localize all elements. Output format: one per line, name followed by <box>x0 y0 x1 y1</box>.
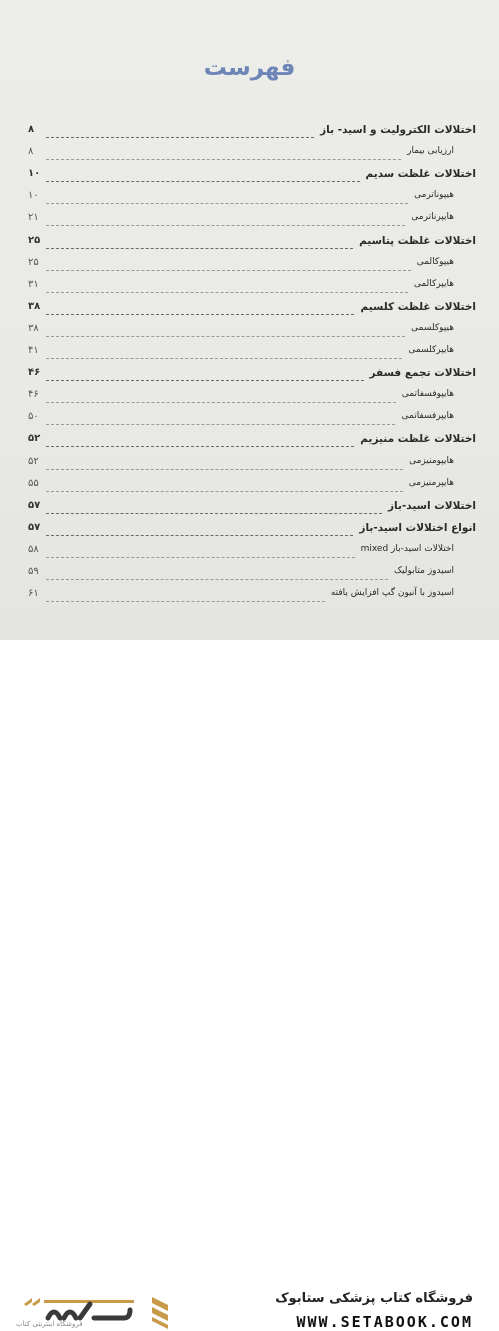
toc-section-row[interactable] <box>28 456 476 474</box>
toc-page-number: ۸ <box>28 124 35 135</box>
toc-page-number: ۴۶ <box>28 389 39 401</box>
toc-page-number: ۵۰ <box>28 411 39 423</box>
toc-page-number: ۵۷ <box>28 499 41 511</box>
toc-section-row[interactable] <box>28 212 476 230</box>
toc-chapter-row[interactable] <box>28 367 476 385</box>
toc-section-row[interactable] <box>28 345 476 363</box>
store-name: فروشگاه کتاب پزشکی ستابوک <box>275 1291 473 1306</box>
toc-page-number: ۵۵ <box>28 477 39 489</box>
toc-page-number: ۲۱ <box>28 212 39 224</box>
toc-chapter-row[interactable] <box>28 124 476 142</box>
toc-section-row[interactable] <box>28 190 476 208</box>
toc-leader-dots <box>46 292 408 293</box>
store-url[interactable]: WWW.SETABOOK.COM <box>296 1313 473 1331</box>
toc-page-number: ۳۱ <box>28 278 39 290</box>
toc-entry-label: انواع اختلالات اسید-باز <box>359 521 476 534</box>
toc-entry-label: اختلالات غلظت کلسیم <box>360 300 476 313</box>
toc-chapter-row[interactable] <box>28 168 476 186</box>
toc-leader-dots <box>46 225 405 226</box>
toc-page-number: ۳۸ <box>28 300 41 312</box>
toc-leader-dots <box>46 513 382 514</box>
toc-leader-dots <box>46 446 354 447</box>
toc-leader-dots <box>46 248 353 249</box>
toc-entry-label: اسیدوز با آنیون گپ افزایش یافته <box>330 588 454 599</box>
toc-chapter-row[interactable] <box>28 235 476 253</box>
toc-section-row[interactable] <box>28 323 476 341</box>
toc-leader-dots <box>46 137 314 138</box>
toc-entry-label: هیپوناترمی <box>414 190 454 201</box>
toc-entry-label: هایپرفسفاتمی <box>401 411 454 422</box>
toc-chapter-row[interactable] <box>28 301 476 319</box>
toc-page-number: ۴۶ <box>28 367 41 379</box>
toc-entry-label: هایپرناترمی <box>411 212 454 223</box>
toc-chapter-row[interactable] <box>28 522 476 540</box>
toc-section-row[interactable] <box>28 566 476 584</box>
toc-leader-dots <box>46 601 325 602</box>
toc-page-number: ۵۲ <box>28 455 39 467</box>
toc-section-row[interactable] <box>28 411 476 429</box>
toc-leader-dots <box>46 159 401 160</box>
toc-page-number: ۱۰ <box>28 190 39 202</box>
toc-entry-label: هایپرمنیزمی <box>408 477 454 488</box>
toc-page-number: ۴۱ <box>28 345 39 356</box>
toc-leader-dots <box>46 380 364 381</box>
page-title: فهرست <box>203 55 296 81</box>
toc-entry-label: اختلالات غلظت منیزیم <box>360 433 476 446</box>
toc-entry-label: هایپوفسفاتمی <box>401 389 454 400</box>
toc-section-row[interactable] <box>28 544 476 562</box>
toc-entry-label: اختلالات اسید-باز <box>387 499 476 512</box>
toc-entry-label: ارزیابی بیمار <box>407 146 454 157</box>
toc-page-number: ۶۱ <box>28 588 39 600</box>
toc-section-row[interactable] <box>28 257 476 275</box>
toc-entry-label: اسیدوز متابولیک <box>394 566 454 576</box>
toc-section-row[interactable] <box>28 146 476 164</box>
toc-entry-label: هایپومنیزمی <box>409 455 454 466</box>
toc-page-number: ۸ <box>28 146 34 158</box>
toc-entry-label: هیپوکالمی <box>416 256 454 267</box>
toc-leader-dots <box>46 336 405 337</box>
toc-leader-dots <box>46 203 408 204</box>
toc-chapter-row[interactable] <box>28 433 476 451</box>
toc-page-number: ۱۰ <box>28 168 41 180</box>
toc-section-row[interactable] <box>28 389 476 407</box>
toc-leader-dots <box>46 314 354 315</box>
toc-page-number: ۲۵ <box>28 234 41 246</box>
toc-entry-label: هیپوکلسمی <box>411 322 454 333</box>
toc-leader-dots <box>46 402 396 403</box>
toc-entry-label: هایپرکلسمی <box>408 345 454 355</box>
toc-entry-label: هایپرکالمی <box>413 278 454 289</box>
toc-leader-dots <box>46 181 360 182</box>
toc-leader-dots <box>46 557 355 558</box>
toc-entry-label: اختلالات غلظت سدیم <box>365 168 476 181</box>
toc-page-number: ۲۵ <box>28 256 39 268</box>
logo-subtitle: فروشگاه اینترنتی کتاب <box>16 1320 83 1328</box>
toc-leader-dots <box>46 491 403 492</box>
toc-leader-dots <box>46 270 411 271</box>
toc-leader-dots <box>46 424 395 425</box>
toc-entry-label: اختلالات غلظت پتاسیم <box>359 234 476 247</box>
toc-leader-dots <box>46 579 388 580</box>
setabook-book-icon <box>150 1291 170 1331</box>
toc-leader-dots <box>46 469 403 470</box>
toc-section-row[interactable] <box>28 478 476 496</box>
toc-page-number: ۵۲ <box>28 433 41 445</box>
toc-page-number: ۵۹ <box>28 566 39 577</box>
toc-page-number: ۵۸ <box>28 543 39 555</box>
book-page <box>0 0 499 640</box>
toc-section-row[interactable] <box>28 279 476 297</box>
toc-section-row[interactable] <box>28 588 476 606</box>
toc-page-number: ۳۸ <box>28 322 39 334</box>
toc-entry-label: اختلالات اسید-باز mixed <box>360 543 454 554</box>
store-footer <box>0 640 499 1331</box>
toc-entry-label: اختلالات الکترولیت و اسید- باز <box>320 124 476 136</box>
toc-entry-label: اختلالات تجمع فسفر <box>369 367 476 380</box>
toc-leader-dots <box>46 358 402 359</box>
toc-leader-dots <box>46 535 353 536</box>
toc-chapter-row[interactable] <box>28 500 476 518</box>
toc-page-number: ۵۷ <box>28 521 41 533</box>
